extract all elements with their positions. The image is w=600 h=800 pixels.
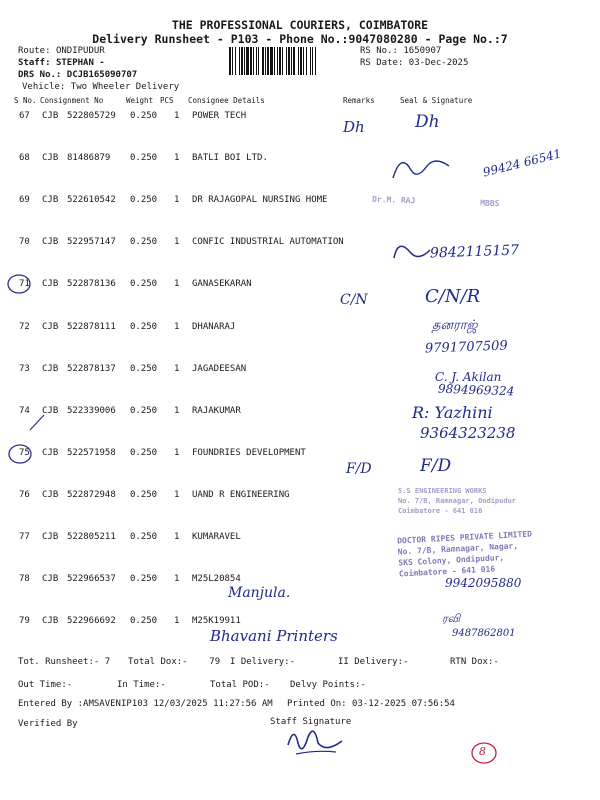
out-time: Out Time:- bbox=[18, 680, 73, 690]
row-pcs: 1 bbox=[174, 322, 180, 332]
row-sno: 69 bbox=[19, 195, 30, 205]
row-consignment-no: 522966537 bbox=[67, 574, 116, 584]
col-consignment: Consignment No bbox=[40, 96, 104, 105]
row-weight: 0.250 bbox=[130, 448, 158, 458]
staff-label: Staff: bbox=[18, 58, 51, 68]
rs-date-line bbox=[360, 58, 468, 68]
signature-71: C/N/R bbox=[425, 286, 481, 307]
total-dox: Total Dox:- 79 bbox=[128, 657, 221, 667]
row-consignee: DHANARAJ bbox=[192, 322, 236, 332]
verified-by: Verified By bbox=[18, 719, 78, 729]
signature-67: Dh bbox=[415, 112, 440, 132]
row-sno: 67 bbox=[19, 111, 30, 121]
row-consignment-no: 522878111 bbox=[67, 322, 116, 332]
doctor-ripes-stamp: DOCTOR RIPES PRIVATE LIMITED No. 7/B, Ramnagar, Nagar, SKS Colony, Ondipudur, Coimbatore - 641 016 bbox=[396, 529, 533, 579]
row-consignee: DR RAJAGOPAL NURSING HOME bbox=[192, 195, 328, 205]
company-title: THE PROFESSIONAL COURIERS, COIMBATORE bbox=[171, 18, 429, 32]
row-pcs: 1 bbox=[174, 111, 180, 121]
row-consignee: POWER TECH bbox=[192, 111, 247, 121]
row-sno: 70 bbox=[19, 237, 30, 247]
row-consignment-no: 522872948 bbox=[67, 490, 116, 500]
row-prefix: CJB bbox=[42, 406, 59, 416]
row-pcs: 1 bbox=[174, 364, 180, 374]
row-sno: 72 bbox=[19, 322, 30, 332]
row-consignee: UAND R ENGINEERING bbox=[192, 490, 290, 500]
phone-79: 9487862801 bbox=[452, 628, 516, 639]
row-prefix: CJB bbox=[42, 490, 59, 500]
row-sno: 79 bbox=[19, 616, 30, 626]
route-label: Route: bbox=[18, 46, 51, 56]
staff-signature-scribble bbox=[288, 731, 342, 749]
row-consignment-no: 522610542 bbox=[67, 195, 116, 205]
rs-date-label: RS Date: bbox=[360, 58, 404, 68]
rs-no-line bbox=[360, 46, 441, 56]
row-pcs: 1 bbox=[174, 532, 180, 542]
row-prefix: CJB bbox=[42, 153, 59, 163]
row-consignment-no: 522339006 bbox=[67, 406, 116, 416]
row-weight: 0.250 bbox=[130, 279, 158, 289]
row-consignee: RAJAKUMAR bbox=[192, 406, 241, 416]
remark-67: Dh bbox=[343, 118, 365, 136]
col-remarks: Remarks bbox=[343, 96, 375, 105]
row-consignee: KUMARAVEL bbox=[192, 532, 241, 542]
row-consignee: BATLI BOI LTD. bbox=[192, 153, 268, 163]
route-value: ONDIPUDUR bbox=[55, 46, 105, 56]
drs-value: DCJB165090707 bbox=[66, 70, 138, 80]
second-delivery: II Delivery:- bbox=[338, 657, 409, 667]
row-sno: 73 bbox=[19, 364, 30, 374]
row-consignee: GANASEKARAN bbox=[192, 279, 252, 289]
in-time: In Time:- bbox=[117, 680, 166, 690]
doctor-stamp: Dr.M. RAJ MBBS bbox=[371, 194, 500, 209]
row-prefix: CJB bbox=[42, 364, 59, 374]
drs-label: DRS No.: bbox=[18, 70, 62, 80]
row-consignee: FOUNDRIES DEVELOPMENT bbox=[192, 448, 306, 458]
rtn-dox: RTN Dox:- bbox=[450, 657, 499, 667]
row-consignment-no: 522805729 bbox=[67, 111, 116, 121]
barcode bbox=[229, 47, 357, 75]
name-78: Manjula. bbox=[228, 585, 291, 601]
runsheet-subtitle: Delivery Runsheet - P103 - Phone No.:9047080280 - Page No.:7 bbox=[92, 32, 508, 46]
row-consignment-no: 522878137 bbox=[67, 364, 116, 374]
col-weight: Weight bbox=[126, 96, 154, 105]
tamil-72: தனராஜ் bbox=[432, 318, 478, 333]
row-consignee: M25L20854 bbox=[192, 574, 241, 584]
row-sno: 78 bbox=[19, 574, 30, 584]
printed-on: Printed On: 03-12-2025 07:56:54 bbox=[287, 699, 455, 709]
row-consignment-no: 522957147 bbox=[67, 237, 116, 247]
row-sno: 74 bbox=[19, 406, 30, 416]
col-seal: Seal & Signature bbox=[400, 96, 473, 105]
col-sno: S No. bbox=[14, 96, 37, 105]
row-pcs: 1 bbox=[174, 153, 180, 163]
phone-72: 9791707509 bbox=[424, 338, 508, 357]
row-prefix: CJB bbox=[42, 279, 59, 289]
vehicle-line bbox=[22, 82, 179, 92]
row-consignee: JAGADEESAN bbox=[192, 364, 247, 374]
name-74: R: Yazhini bbox=[412, 403, 493, 422]
row-weight: 0.250 bbox=[130, 111, 158, 121]
row-prefix: CJB bbox=[42, 448, 59, 458]
row-weight: 0.250 bbox=[130, 237, 158, 247]
tick-74-mark bbox=[30, 415, 44, 430]
row-pcs: 1 bbox=[174, 237, 180, 247]
row-consignee: M25K19911 bbox=[192, 616, 241, 626]
phone-73: 9894969324 bbox=[437, 381, 515, 399]
row-prefix: CJB bbox=[42, 532, 59, 542]
entered-by: Entered By :AMSAVENIP103 12/03/2025 11:27:56 AM bbox=[18, 699, 273, 709]
signature-68-scribble bbox=[393, 161, 449, 178]
row-consignment-no: 522966692 bbox=[67, 616, 116, 626]
row-pcs: 1 bbox=[174, 406, 180, 416]
row-consignment-no: 522878136 bbox=[67, 279, 116, 289]
row-consignee: CONFIC INDUSTRIAL AUTOMATION bbox=[192, 237, 344, 247]
phone-70: 9842115157 bbox=[429, 242, 520, 262]
rs-no-value: 1650907 bbox=[403, 46, 442, 56]
remark-71: C/N bbox=[340, 292, 368, 308]
rs-no-label: RS No.: bbox=[360, 46, 398, 56]
name-79: Bhavani Printers bbox=[210, 627, 338, 645]
phone-78: 9942095880 bbox=[445, 576, 522, 590]
row-pcs: 1 bbox=[174, 574, 180, 584]
first-delivery: I Delivery:- bbox=[230, 657, 296, 667]
row-weight: 0.250 bbox=[130, 364, 158, 374]
row-prefix: CJB bbox=[42, 574, 59, 584]
row-consignment-no: 81486879 bbox=[67, 153, 111, 163]
row-sno: 77 bbox=[19, 532, 30, 542]
row-prefix: CJB bbox=[42, 195, 59, 205]
row-sno: 76 bbox=[19, 490, 30, 500]
row-consignment-no: 522571958 bbox=[67, 448, 116, 458]
row-prefix: CJB bbox=[42, 616, 59, 626]
signature-70-scribble bbox=[394, 246, 430, 258]
row-consignment-no: 522805211 bbox=[67, 532, 116, 542]
page-circle-number: 8 bbox=[479, 745, 486, 758]
total-runsheet: Tot. Runsheet:- 7 bbox=[18, 657, 111, 667]
row-weight: 0.250 bbox=[130, 322, 158, 332]
row-weight: 0.250 bbox=[130, 490, 158, 500]
row-pcs: 1 bbox=[174, 490, 180, 500]
rs-date-value: 03-Dec-2025 bbox=[408, 58, 469, 68]
row-pcs: 1 bbox=[174, 448, 180, 458]
staff-line bbox=[18, 58, 105, 68]
name-73: C. J. Akilan bbox=[435, 370, 502, 384]
col-consignee: Consignee Details bbox=[188, 96, 265, 105]
row-pcs: 1 bbox=[174, 279, 180, 289]
row-prefix: CJB bbox=[42, 237, 59, 247]
staff-signature-label: Staff Signature bbox=[270, 717, 352, 727]
total-pod: Total POD:- bbox=[210, 680, 270, 690]
phone-74: 9364323238 bbox=[420, 424, 516, 442]
remark-75: F/D bbox=[346, 461, 372, 477]
vehicle-label: Vehicle: bbox=[22, 82, 66, 92]
delvy-points: Delvy Points:- bbox=[290, 680, 366, 690]
row-weight: 0.250 bbox=[130, 195, 158, 205]
row-prefix: CJB bbox=[42, 111, 59, 121]
tamil-79: ரவி bbox=[442, 612, 461, 625]
engineering-stamp: S.S ENGINEERING WORKS No. 7/B, Ramnagar, Ondipudur Coimbatore - 641 016 bbox=[398, 487, 517, 515]
row-weight: 0.250 bbox=[130, 153, 158, 163]
row-weight: 0.250 bbox=[130, 532, 158, 542]
row-prefix: CJB bbox=[42, 322, 59, 332]
row-weight: 0.250 bbox=[130, 574, 158, 584]
row-weight: 0.250 bbox=[130, 406, 158, 416]
row-sno: 71 bbox=[19, 279, 30, 289]
signature-75: F/D bbox=[420, 456, 452, 476]
route-line bbox=[18, 46, 105, 56]
row-pcs: 1 bbox=[174, 195, 180, 205]
row-sno: 68 bbox=[19, 153, 30, 163]
phone-68: 99424 66541 bbox=[481, 146, 563, 180]
row-weight: 0.250 bbox=[130, 616, 158, 626]
staff-value: STEPHAN - bbox=[55, 58, 105, 68]
vehicle-value: Two Wheeler Delivery bbox=[70, 82, 180, 92]
row-pcs: 1 bbox=[174, 616, 180, 626]
row-sno: 75 bbox=[19, 448, 30, 458]
col-pcs: PCS bbox=[160, 96, 174, 105]
drs-line bbox=[18, 70, 137, 80]
